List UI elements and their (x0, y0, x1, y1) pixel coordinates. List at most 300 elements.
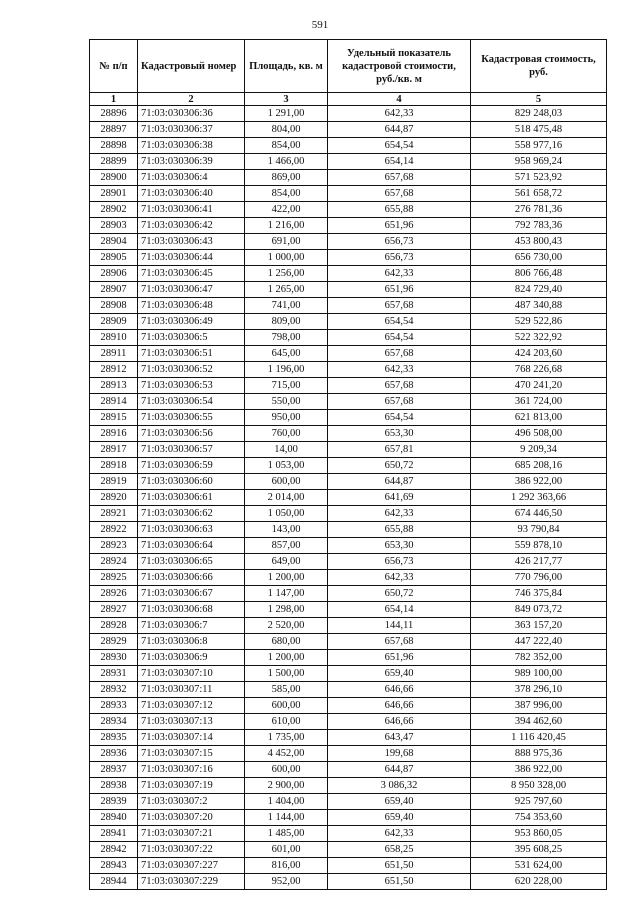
cell-cadastral-value: 447 222,40 (471, 634, 607, 650)
cell-cadastral-value: 558 977,16 (471, 138, 607, 154)
cell-index: 28937 (90, 762, 138, 778)
cell-cadastral-number: 71:03:030306:48 (138, 298, 245, 314)
cell-cadastral-number: 71:03:030307:20 (138, 810, 245, 826)
table-row (90, 778, 607, 794)
cell-cadastral-number: 71:03:030306:62 (138, 506, 245, 522)
cell-area: 1 147,00 (245, 586, 328, 602)
table-row (90, 426, 607, 442)
cell-unit-value: 651,96 (328, 218, 471, 234)
cell-unit-value: 657,68 (328, 634, 471, 650)
cell-index: 28936 (90, 746, 138, 762)
cell-cadastral-number: 71:03:030306:45 (138, 266, 245, 282)
table-row (90, 458, 607, 474)
cell-index: 28908 (90, 298, 138, 314)
cell-area: 2 900,00 (245, 778, 328, 794)
cell-index: 28911 (90, 346, 138, 362)
cell-area: 1 298,00 (245, 602, 328, 618)
cell-area: 1 735,00 (245, 730, 328, 746)
table-row (90, 314, 607, 330)
table-row (90, 186, 607, 202)
cell-unit-value: 644,87 (328, 762, 471, 778)
table-row (90, 474, 607, 490)
table-row (90, 170, 607, 186)
cell-unit-value: 3 086,32 (328, 778, 471, 794)
cell-cadastral-number: 71:03:030306:68 (138, 602, 245, 618)
cell-cadastral-number: 71:03:030306:60 (138, 474, 245, 490)
cell-cadastral-number: 71:03:030306:42 (138, 218, 245, 234)
cell-index: 28915 (90, 410, 138, 426)
cell-cadastral-value: 361 724,00 (471, 394, 607, 410)
cell-area: 1 196,00 (245, 362, 328, 378)
table-body (90, 106, 607, 890)
table-row (90, 138, 607, 154)
cell-area: 14,00 (245, 442, 328, 458)
cell-cadastral-number: 71:03:030306:66 (138, 570, 245, 586)
cell-area: 1 050,00 (245, 506, 328, 522)
cell-cadastral-value: 9 209,34 (471, 442, 607, 458)
cell-unit-value: 641,69 (328, 490, 471, 506)
cell-cadastral-value: 387 996,00 (471, 698, 607, 714)
column-header-cadastral-number: Кадастровый номер (138, 40, 245, 93)
cell-cadastral-value: 1 292 363,66 (471, 490, 607, 506)
cell-area: 1 053,00 (245, 458, 328, 474)
cell-index: 28899 (90, 154, 138, 170)
cell-cadastral-number: 71:03:030307:21 (138, 826, 245, 842)
cell-area: 600,00 (245, 762, 328, 778)
cell-index: 28901 (90, 186, 138, 202)
cell-index: 28896 (90, 106, 138, 122)
cell-area: 1 200,00 (245, 650, 328, 666)
cell-cadastral-value: 782 352,00 (471, 650, 607, 666)
cell-area: 1 200,00 (245, 570, 328, 586)
cell-cadastral-number: 71:03:030307:10 (138, 666, 245, 682)
table-row (90, 506, 607, 522)
table-row (90, 362, 607, 378)
column-number: 4 (328, 93, 471, 106)
table-row (90, 874, 607, 890)
cell-cadastral-number: 71:03:030306:9 (138, 650, 245, 666)
cell-index: 28927 (90, 602, 138, 618)
cell-area: 645,00 (245, 346, 328, 362)
cell-cadastral-value: 829 248,03 (471, 106, 607, 122)
cell-index: 28903 (90, 218, 138, 234)
cell-index: 28898 (90, 138, 138, 154)
table-row (90, 730, 607, 746)
cell-cadastral-value: 888 975,36 (471, 746, 607, 762)
cell-cadastral-value: 770 796,00 (471, 570, 607, 586)
cell-area: 760,00 (245, 426, 328, 442)
cell-area: 1 216,00 (245, 218, 328, 234)
cell-cadastral-value: 522 322,92 (471, 330, 607, 346)
table-row (90, 250, 607, 266)
table-row (90, 666, 607, 682)
table-row (90, 346, 607, 362)
cell-area: 601,00 (245, 842, 328, 858)
cell-unit-value: 658,25 (328, 842, 471, 858)
cell-index: 28907 (90, 282, 138, 298)
cell-cadastral-value: 424 203,60 (471, 346, 607, 362)
cell-index: 28935 (90, 730, 138, 746)
cell-area: 715,00 (245, 378, 328, 394)
cell-cadastral-value: 953 860,05 (471, 826, 607, 842)
cell-unit-value: 653,30 (328, 538, 471, 554)
table-row (90, 378, 607, 394)
column-number-row (90, 93, 607, 106)
table-row (90, 554, 607, 570)
table-row (90, 618, 607, 634)
cell-area: 952,00 (245, 874, 328, 890)
cell-cadastral-value: 620 228,00 (471, 874, 607, 890)
column-number: 2 (138, 93, 245, 106)
cell-cadastral-number: 71:03:030306:39 (138, 154, 245, 170)
table-row (90, 234, 607, 250)
cell-cadastral-value: 496 508,00 (471, 426, 607, 442)
cell-cadastral-number: 71:03:030307:11 (138, 682, 245, 698)
cell-area: 809,00 (245, 314, 328, 330)
table-row (90, 762, 607, 778)
cell-cadastral-value: 561 658,72 (471, 186, 607, 202)
cell-area: 1 144,00 (245, 810, 328, 826)
cell-area: 857,00 (245, 538, 328, 554)
table-row (90, 842, 607, 858)
cell-area: 2 014,00 (245, 490, 328, 506)
cell-index: 28923 (90, 538, 138, 554)
cell-area: 804,00 (245, 122, 328, 138)
cell-cadastral-value: 363 157,20 (471, 618, 607, 634)
table-row (90, 794, 607, 810)
cell-index: 28925 (90, 570, 138, 586)
cell-cadastral-number: 71:03:030306:37 (138, 122, 245, 138)
cell-unit-value: 657,68 (328, 394, 471, 410)
table-row (90, 602, 607, 618)
table-row (90, 218, 607, 234)
cell-area: 741,00 (245, 298, 328, 314)
cell-area: 854,00 (245, 186, 328, 202)
cell-cadastral-number: 71:03:030306:47 (138, 282, 245, 298)
table-row (90, 282, 607, 298)
cell-cadastral-number: 71:03:030306:7 (138, 618, 245, 634)
cell-unit-value: 653,30 (328, 426, 471, 442)
cell-index: 28918 (90, 458, 138, 474)
column-header-cadastral-value: Кадастровая стоимость, руб. (471, 40, 607, 93)
cell-area: 600,00 (245, 474, 328, 490)
cell-area: 1 256,00 (245, 266, 328, 282)
table-row (90, 650, 607, 666)
cell-cadastral-value: 958 969,24 (471, 154, 607, 170)
cell-index: 28916 (90, 426, 138, 442)
cell-unit-value: 642,33 (328, 266, 471, 282)
cell-cadastral-value: 453 800,43 (471, 234, 607, 250)
cell-cadastral-value: 518 475,48 (471, 122, 607, 138)
cell-index: 28943 (90, 858, 138, 874)
cell-cadastral-number: 71:03:030307:19 (138, 778, 245, 794)
cell-index: 28902 (90, 202, 138, 218)
cadastral-table (89, 39, 607, 890)
table-row (90, 522, 607, 538)
cell-unit-value: 656,73 (328, 554, 471, 570)
cell-index: 28919 (90, 474, 138, 490)
cell-cadastral-number: 71:03:030306:54 (138, 394, 245, 410)
cell-cadastral-number: 71:03:030306:43 (138, 234, 245, 250)
cell-area: 950,00 (245, 410, 328, 426)
cell-cadastral-number: 71:03:030306:5 (138, 330, 245, 346)
cell-area: 1 404,00 (245, 794, 328, 810)
cell-cadastral-value: 1 116 420,45 (471, 730, 607, 746)
cell-unit-value: 651,96 (328, 650, 471, 666)
cell-index: 28904 (90, 234, 138, 250)
cell-unit-value: 655,88 (328, 202, 471, 218)
cell-index: 28909 (90, 314, 138, 330)
cell-cadastral-value: 754 353,60 (471, 810, 607, 826)
cell-cadastral-value: 386 922,00 (471, 474, 607, 490)
cell-cadastral-value: 925 797,60 (471, 794, 607, 810)
table-row (90, 858, 607, 874)
table-row (90, 330, 607, 346)
cell-unit-value: 657,68 (328, 298, 471, 314)
cell-area: 1 466,00 (245, 154, 328, 170)
cell-cadastral-number: 71:03:030306:44 (138, 250, 245, 266)
cell-cadastral-value: 276 781,36 (471, 202, 607, 218)
cell-unit-value: 144,11 (328, 618, 471, 634)
cell-index: 28933 (90, 698, 138, 714)
table-row (90, 490, 607, 506)
cell-index: 28929 (90, 634, 138, 650)
cell-area: 143,00 (245, 522, 328, 538)
table-row (90, 538, 607, 554)
cell-unit-value: 655,88 (328, 522, 471, 538)
cell-unit-value: 642,33 (328, 362, 471, 378)
table-row (90, 714, 607, 730)
cell-index: 28922 (90, 522, 138, 538)
table-row (90, 298, 607, 314)
cell-index: 28944 (90, 874, 138, 890)
cell-area: 680,00 (245, 634, 328, 650)
cell-unit-value: 657,68 (328, 170, 471, 186)
cell-cadastral-value: 8 950 328,00 (471, 778, 607, 794)
cell-cadastral-number: 71:03:030307:229 (138, 874, 245, 890)
cell-area: 2 520,00 (245, 618, 328, 634)
table-row (90, 442, 607, 458)
cell-cadastral-value: 824 729,40 (471, 282, 607, 298)
cell-unit-value: 642,33 (328, 506, 471, 522)
cell-index: 28913 (90, 378, 138, 394)
cell-index: 28900 (90, 170, 138, 186)
table-row (90, 154, 607, 170)
cell-unit-value: 642,33 (328, 826, 471, 842)
cell-unit-value: 646,66 (328, 698, 471, 714)
cell-cadastral-number: 71:03:030306:52 (138, 362, 245, 378)
cell-unit-value: 642,33 (328, 106, 471, 122)
cell-unit-value: 644,87 (328, 122, 471, 138)
cell-index: 28928 (90, 618, 138, 634)
cell-area: 1 485,00 (245, 826, 328, 842)
cell-unit-value: 644,87 (328, 474, 471, 490)
cell-index: 28910 (90, 330, 138, 346)
cell-cadastral-value: 768 226,68 (471, 362, 607, 378)
cell-unit-value: 650,72 (328, 458, 471, 474)
cell-index: 28912 (90, 362, 138, 378)
cell-index: 28917 (90, 442, 138, 458)
cell-cadastral-value: 487 340,88 (471, 298, 607, 314)
cell-index: 28905 (90, 250, 138, 266)
cell-unit-value: 659,40 (328, 794, 471, 810)
cell-cadastral-number: 71:03:030307:16 (138, 762, 245, 778)
cell-index: 28942 (90, 842, 138, 858)
cell-unit-value: 199,68 (328, 746, 471, 762)
column-header-unit-value: Удельный показатель кадастровой стоимости, руб./кв. м (328, 40, 471, 93)
cell-unit-value: 659,40 (328, 666, 471, 682)
cell-cadastral-value: 470 241,20 (471, 378, 607, 394)
cell-unit-value: 657,81 (328, 442, 471, 458)
cell-cadastral-value: 989 100,00 (471, 666, 607, 682)
cell-cadastral-number: 71:03:030306:40 (138, 186, 245, 202)
cell-index: 28897 (90, 122, 138, 138)
cell-area: 550,00 (245, 394, 328, 410)
cell-cadastral-number: 71:03:030307:12 (138, 698, 245, 714)
table-row (90, 586, 607, 602)
cell-cadastral-number: 71:03:030306:63 (138, 522, 245, 538)
cell-cadastral-number: 71:03:030306:59 (138, 458, 245, 474)
cell-unit-value: 651,96 (328, 282, 471, 298)
table-row (90, 122, 607, 138)
cell-cadastral-value: 394 462,60 (471, 714, 607, 730)
cell-cadastral-number: 71:03:030306:41 (138, 202, 245, 218)
cell-cadastral-number: 71:03:030306:56 (138, 426, 245, 442)
cell-unit-value: 642,33 (328, 570, 471, 586)
cell-area: 798,00 (245, 330, 328, 346)
cell-cadastral-number: 71:03:030306:36 (138, 106, 245, 122)
cell-cadastral-value: 395 608,25 (471, 842, 607, 858)
cell-cadastral-number: 71:03:030306:64 (138, 538, 245, 554)
cell-area: 422,00 (245, 202, 328, 218)
cell-index: 28924 (90, 554, 138, 570)
cell-cadastral-number: 71:03:030307:227 (138, 858, 245, 874)
cell-cadastral-value: 792 783,36 (471, 218, 607, 234)
cell-area: 610,00 (245, 714, 328, 730)
column-number: 3 (245, 93, 328, 106)
cell-index: 28939 (90, 794, 138, 810)
cell-index: 28921 (90, 506, 138, 522)
column-header-index: № п/п (90, 40, 138, 93)
header-row (90, 40, 607, 93)
cell-cadastral-number: 71:03:030306:38 (138, 138, 245, 154)
cell-unit-value: 654,54 (328, 138, 471, 154)
cell-cadastral-value: 806 766,48 (471, 266, 607, 282)
cell-index: 28931 (90, 666, 138, 682)
cell-cadastral-value: 746 375,84 (471, 586, 607, 602)
cell-cadastral-value: 849 073,72 (471, 602, 607, 618)
cell-unit-value: 646,66 (328, 682, 471, 698)
cell-area: 1 291,00 (245, 106, 328, 122)
cell-cadastral-value: 674 446,50 (471, 506, 607, 522)
cell-area: 816,00 (245, 858, 328, 874)
column-header-area: Площадь, кв. м (245, 40, 328, 93)
table-row (90, 202, 607, 218)
cell-cadastral-value: 386 922,00 (471, 762, 607, 778)
cell-unit-value: 656,73 (328, 250, 471, 266)
cell-unit-value: 656,73 (328, 234, 471, 250)
cell-cadastral-value: 559 878,10 (471, 538, 607, 554)
cell-unit-value: 654,54 (328, 330, 471, 346)
cell-cadastral-number: 71:03:030306:67 (138, 586, 245, 602)
cell-cadastral-value: 529 522,86 (471, 314, 607, 330)
cell-unit-value: 657,68 (328, 378, 471, 394)
cell-cadastral-number: 71:03:030306:4 (138, 170, 245, 186)
cell-cadastral-number: 71:03:030306:65 (138, 554, 245, 570)
table-row (90, 746, 607, 762)
cell-area: 869,00 (245, 170, 328, 186)
cell-cadastral-number: 71:03:030306:57 (138, 442, 245, 458)
table-row (90, 266, 607, 282)
cell-unit-value: 654,54 (328, 410, 471, 426)
cell-area: 4 452,00 (245, 746, 328, 762)
cell-cadastral-value: 426 217,77 (471, 554, 607, 570)
table-row (90, 826, 607, 842)
cell-cadastral-number: 71:03:030306:55 (138, 410, 245, 426)
table-row (90, 570, 607, 586)
cell-index: 28932 (90, 682, 138, 698)
cell-index: 28938 (90, 778, 138, 794)
cell-area: 1 000,00 (245, 250, 328, 266)
cell-area: 600,00 (245, 698, 328, 714)
cell-cadastral-number: 71:03:030307:15 (138, 746, 245, 762)
table-row (90, 106, 607, 122)
column-number: 1 (90, 93, 138, 106)
cell-cadastral-number: 71:03:030307:13 (138, 714, 245, 730)
cell-index: 28914 (90, 394, 138, 410)
cell-index: 28926 (90, 586, 138, 602)
cell-unit-value: 657,68 (328, 186, 471, 202)
cell-index: 28906 (90, 266, 138, 282)
cell-cadastral-number: 71:03:030307:22 (138, 842, 245, 858)
cell-index: 28940 (90, 810, 138, 826)
cell-cadastral-number: 71:03:030307:14 (138, 730, 245, 746)
cell-area: 854,00 (245, 138, 328, 154)
cell-cadastral-value: 531 624,00 (471, 858, 607, 874)
cell-area: 1 500,00 (245, 666, 328, 682)
cell-index: 28920 (90, 490, 138, 506)
cell-cadastral-value: 93 790,84 (471, 522, 607, 538)
column-number: 5 (471, 93, 607, 106)
cell-unit-value: 643,47 (328, 730, 471, 746)
cell-unit-value: 654,54 (328, 314, 471, 330)
cell-area: 1 265,00 (245, 282, 328, 298)
cell-index: 28941 (90, 826, 138, 842)
cell-unit-value: 654,14 (328, 154, 471, 170)
cell-cadastral-value: 656 730,00 (471, 250, 607, 266)
cell-unit-value: 659,40 (328, 810, 471, 826)
cell-unit-value: 650,72 (328, 586, 471, 602)
table-row (90, 410, 607, 426)
cell-cadastral-number: 71:03:030306:53 (138, 378, 245, 394)
cell-cadastral-number: 71:03:030306:49 (138, 314, 245, 330)
table-row (90, 682, 607, 698)
cell-unit-value: 651,50 (328, 858, 471, 874)
table-row (90, 634, 607, 650)
page-number: 591 (311, 19, 329, 31)
cell-cadastral-number: 71:03:030306:61 (138, 490, 245, 506)
cell-cadastral-number: 71:03:030306:8 (138, 634, 245, 650)
table-row (90, 698, 607, 714)
cell-cadastral-value: 571 523,92 (471, 170, 607, 186)
cell-cadastral-number: 71:03:030306:51 (138, 346, 245, 362)
cell-unit-value: 657,68 (328, 346, 471, 362)
cell-cadastral-value: 621 813,00 (471, 410, 607, 426)
table-row (90, 394, 607, 410)
cell-index: 28930 (90, 650, 138, 666)
cell-cadastral-number: 71:03:030307:2 (138, 794, 245, 810)
cell-area: 691,00 (245, 234, 328, 250)
